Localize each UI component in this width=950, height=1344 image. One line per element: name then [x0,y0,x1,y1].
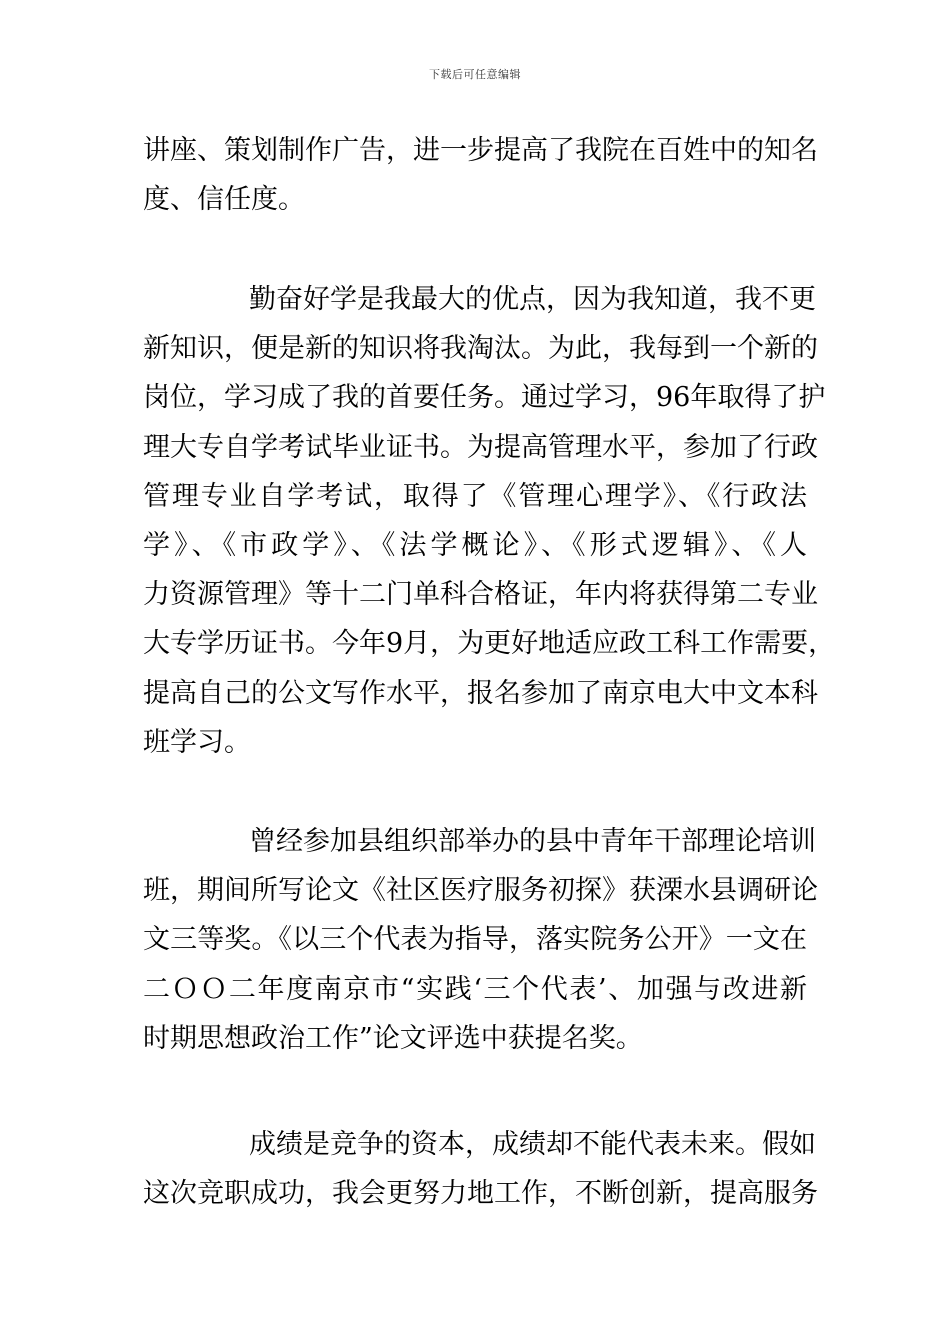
text-line: 管理专业自学考试，取得了《管理心理学》、《行政法 [143,480,807,512]
text-line: 力资源管理》等十二门单科合格证，年内将获得第二专业 [143,579,818,611]
paragraph-2 [143,275,836,767]
text-line: 成绩是竞争的资本，成绩却不能代表未来。假如 [249,1129,816,1160]
paragraph-3 [143,817,818,1063]
text-line: 新知识，便是新的知识将我淘汰。为此，我每到一个新的 [143,333,818,365]
text-line: 讲座、策划制作广告，进一步提高了我院在百姓中的知名 [143,135,818,166]
text-line: 曾经参加县组织部举办的县中青年干部理论培训 [249,826,816,857]
text-line: 班，期间所写论文《社区医疗服务初探》获溧水县调研论 [143,875,818,907]
text-line: 度、信任度。 [143,184,305,216]
text-line: 勤奋好学是我最大的优点，因为我知道，我不更 [249,284,816,315]
text-line: 大专学历证书。今年9月，为更好地适应政工科工作需要， [143,628,836,660]
text-line: 学》、《市政学》、《法学概论》、《形式逻辑》、《人 [143,529,807,561]
paragraph-1 [143,126,818,224]
text-line: 提高自己的公文写作水平，报名参加了南京电大中文本科 [143,677,818,709]
text-line: 这次竞职成功，我会更努力地工作，不断创新，提高服务 [143,1178,818,1210]
text-line: 班学习。 [143,726,251,758]
page-header: 下载后可任意编辑 [429,68,521,81]
text-line: 文三等奖。《以三个代表为指导，落实院务公开》一文在 [143,924,807,956]
text-line: 理大专自学考试毕业证书。为提高管理水平，参加了行政 [143,431,818,463]
text-line: 二ＯＯ二年度南京市“实践‘三个代表’、加强与改进新 [143,973,807,1005]
paragraph-4 [143,1120,818,1218]
text-line: 岗位，学习成了我的首要任务。通过学习，96年取得了护 [143,382,826,414]
text-line: 时期思想政治工作”论文评选中获提名奖。 [143,1022,643,1054]
